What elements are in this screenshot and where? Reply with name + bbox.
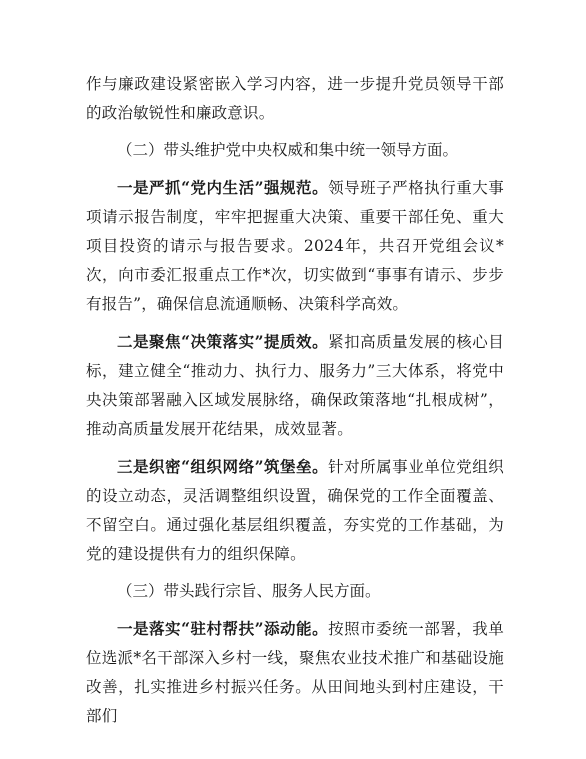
paragraph-lead: 三是织密“组织网络”筑堡垒。 [117, 457, 329, 476]
paragraph-lead: 二是聚焦“决策落实”提质效。 [117, 332, 329, 351]
paragraph-text: 针对所属事业单位党组织的设立动态，灵活调整组织设置，确保党的工作全面覆盖、不留空白。通过强化基层组织覆盖，夯实党的工作基础，为党的建设提供有力的组织保障。 [86, 458, 505, 563]
section-heading-3 [86, 577, 504, 606]
paragraph-text: 领导班子严格执行重大事项请示报告制度，牢牢把握重大决策、重要干部任免、重大项目投资的请示与报告要求。2024年，共召开党组会议*次，向市委汇报重点工作*次，切实做到“事事有请示、步步有报告”，确保信息流通顺畅、决策科学高效。 [86, 179, 505, 313]
paragraph-2 [86, 327, 504, 444]
section-heading-text: （三）带头践行宗旨、服务人民方面。 [117, 582, 381, 600]
paragraph-lead: 一是严抓“党内生活”强规范。 [117, 178, 329, 197]
paragraph-lead: 一是落实“驻村帮扶”添动能。 [117, 619, 329, 638]
paragraph-text: 按照市委统一部署，我单位选派*名干部深入乡村一线，聚焦农业技术推广和基础设施改善，扎实推进乡村振兴任务。从田间地头到村庄建设，干部们 [86, 620, 505, 725]
paragraph-continuation [86, 70, 504, 128]
paragraph-3 [86, 452, 504, 569]
paragraph-text: 紧扣高质量发展的核心目标，建立健全“推动力、执行力、服务力”三大体系，将党中央决策部署融入区域发展脉络，确保政策落地“扎根成树”，推动高质量发展开花结果，成效显著。 [86, 333, 505, 438]
section-heading-text: （二）带头维护党中央权威和集中统一领导方面。 [117, 141, 459, 159]
paragraph-1 [86, 173, 504, 319]
paragraph-4 [86, 614, 504, 731]
document-page [86, 70, 504, 731]
paragraph-text: 作与廉政建设紧密嵌入学习内容，进一步提升党员领导干部的政治敏锐性和廉政意识。 [86, 75, 504, 122]
section-heading-2 [86, 136, 504, 165]
